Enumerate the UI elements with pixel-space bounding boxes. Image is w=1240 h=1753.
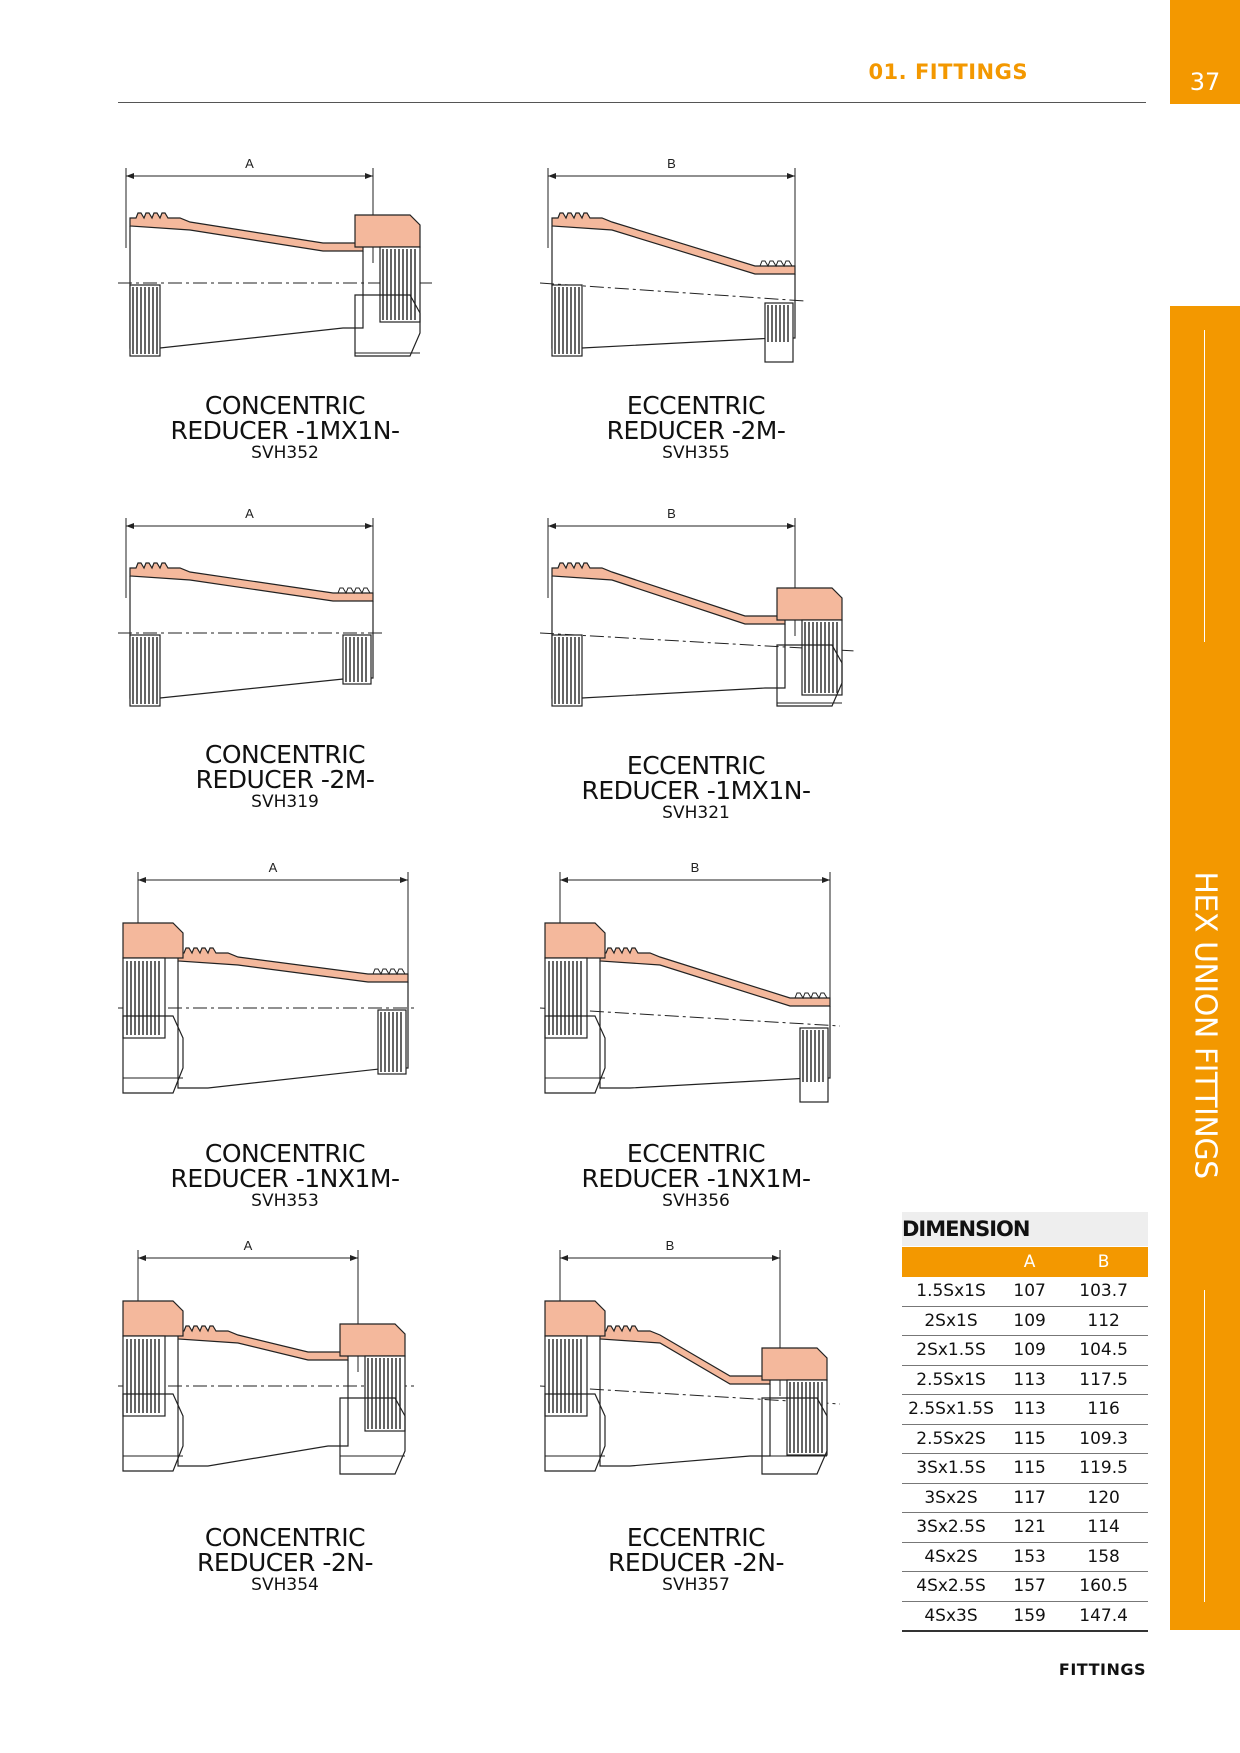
dimension-row [902,1483,1148,1513]
fitting-drawing [118,508,448,758]
side-title: HEX UNION FITTINGS [1187,871,1223,1179]
dimension-b-cell: 147.4 [1059,1601,1148,1631]
dimension-row [902,1572,1148,1602]
dimension-b-cell: 109.3 [1059,1424,1148,1454]
dimension-label: A [245,158,254,171]
dimension-a-cell: 153 [1000,1542,1059,1572]
dimension-b-cell: 160.5 [1059,1572,1148,1602]
dimension-title: DIMENSION [902,1212,1148,1246]
fitting-drawing [118,1236,448,1486]
figure-caption [546,1141,846,1210]
dimension-header-row [902,1247,1148,1277]
dimension-row [902,1424,1148,1454]
dimension-label: A [243,1238,253,1253]
figure-caption [135,393,435,462]
figure-type: ECCENTRIC [626,751,766,780]
figure-type: CONCENTRIC [204,740,366,769]
dimension-label: A [268,860,278,875]
dimension-row [902,1454,1148,1484]
figure-code: SVH352 [251,443,319,463]
dimension-header-a: A [1000,1247,1059,1277]
figure-type: CONCENTRIC [204,391,366,420]
dimension-size-cell: 4Sx3S [902,1601,1000,1631]
side-divider-top [1204,330,1205,642]
dimension-size-cell: 4Sx2.5S [902,1572,1000,1602]
dimension-a-cell: 159 [1000,1601,1059,1631]
figure-code: SVH319 [251,792,319,812]
dimension-size-cell: 2.5Sx1S [902,1365,1000,1395]
figure-model: REDUCER -2N- [197,1548,373,1577]
dimension-label: B [667,158,676,171]
figure-model: REDUCER -1MX1N- [170,416,400,445]
figure-code: SVH357 [662,1575,730,1595]
dimension-a-cell: 109 [1000,1306,1059,1336]
figure-code: SVH354 [251,1575,319,1595]
fitting-drawing [540,508,870,758]
figure-model: REDUCER -1NX1M- [170,1164,400,1193]
dimension-row [902,1601,1148,1631]
dimension-row [902,1365,1148,1395]
dimension-size-cell: 3Sx2.5S [902,1513,1000,1543]
fitting-drawing [118,858,448,1108]
fitting-drawing [540,1236,870,1486]
dimension-label: A [245,508,254,521]
dimension-label: B [665,1238,675,1253]
dimension-size-cell: 2Sx1S [902,1306,1000,1336]
figure-code: SVH356 [662,1191,730,1211]
dimension-label: B [690,860,700,875]
dimension-row [902,1336,1148,1366]
figure-caption [135,742,435,811]
figure-caption [546,393,846,462]
dimension-row [902,1306,1148,1336]
figure-type: ECCENTRIC [626,391,766,420]
dimension-a-cell: 113 [1000,1365,1059,1395]
figure-type: CONCENTRIC [204,1523,366,1552]
dimension-b-cell: 104.5 [1059,1336,1148,1366]
figure-model: REDUCER -1MX1N- [581,776,811,805]
figure-model: REDUCER -1NX1M- [581,1164,811,1193]
dimension-header-size [902,1247,1000,1277]
figure-type: ECCENTRIC [626,1139,766,1168]
dimension-b-cell: 116 [1059,1395,1148,1425]
page-number: 37 [1170,0,1240,104]
figure-type: CONCENTRIC [204,1139,366,1168]
figure-model: REDUCER -2N- [608,1548,784,1577]
dimension-a-cell: 117 [1000,1483,1059,1513]
dimension-a-cell: 113 [1000,1395,1059,1425]
figure-caption [546,1525,846,1594]
dimension-b-cell: 112 [1059,1306,1148,1336]
dimension-b-cell: 120 [1059,1483,1148,1513]
dimension-a-cell: 121 [1000,1513,1059,1543]
figure-code: SVH321 [662,803,730,823]
fitting-drawing [540,858,870,1108]
header-rule [118,102,1146,103]
dimension-a-cell: 107 [1000,1277,1059,1306]
dimension-a-cell: 115 [1000,1454,1059,1484]
dimension-size-cell: 2.5Sx2S [902,1424,1000,1454]
section-label: 01. FITTINGS [868,60,1028,84]
dimension-header-b: B [1059,1247,1148,1277]
footer-label: FITTINGS [1058,1660,1146,1679]
dimension-row [902,1542,1148,1572]
dimension-b-cell: 103.7 [1059,1277,1148,1306]
dimension-row [902,1395,1148,1425]
dimension-label: B [667,508,676,521]
dimension-size-cell: 2.5Sx1.5S [902,1395,1000,1425]
dimension-table [902,1247,1148,1632]
dimension-b-cell: 114 [1059,1513,1148,1543]
figure-code: SVH353 [251,1191,319,1211]
figure-type: ECCENTRIC [626,1523,766,1552]
dimension-b-cell: 117.5 [1059,1365,1148,1395]
dimension-size-cell: 4Sx2S [902,1542,1000,1572]
dimension-size-cell: 3Sx1.5S [902,1454,1000,1484]
dimension-size-cell: 1.5Sx1S [902,1277,1000,1306]
dimension-size-cell: 2Sx1.5S [902,1336,1000,1366]
fitting-drawing [118,158,448,408]
figure-caption [135,1525,435,1594]
figure-code: SVH355 [662,443,730,463]
dimension-a-cell: 109 [1000,1336,1059,1366]
figure-model: REDUCER -2M- [606,416,786,445]
dimension-b-cell: 119.5 [1059,1454,1148,1484]
dimension-row [902,1513,1148,1543]
side-divider-bottom [1204,1290,1205,1602]
dimension-size-cell: 3Sx2S [902,1483,1000,1513]
dimension-a-cell: 115 [1000,1424,1059,1454]
dimension-b-cell: 158 [1059,1542,1148,1572]
dimension-row [902,1277,1148,1306]
fitting-drawing [540,158,870,408]
figure-model: REDUCER -2M- [195,765,375,794]
figure-caption [135,1141,435,1210]
dimension-a-cell: 157 [1000,1572,1059,1602]
figure-caption [546,753,846,822]
